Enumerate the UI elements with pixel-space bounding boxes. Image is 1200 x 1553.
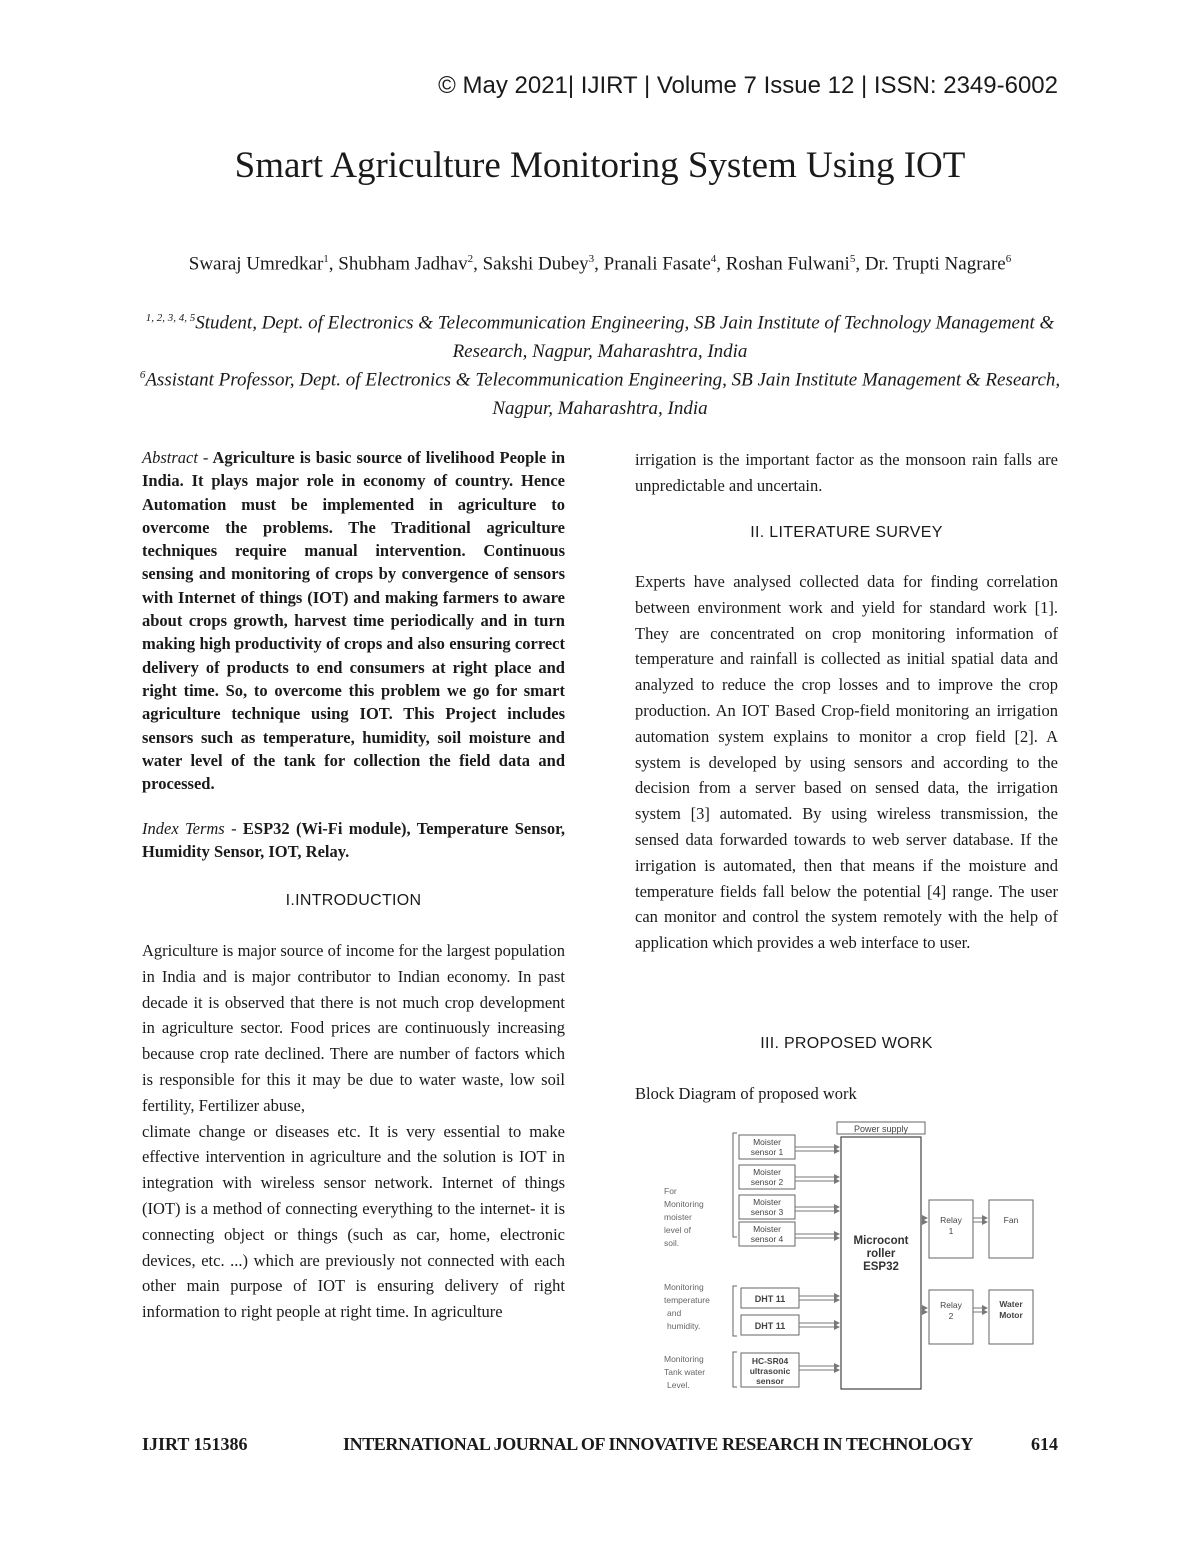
journal-header: © May 2021| IJIRT | Volume 7 Issue 12 | ISSN: 2349-6002 bbox=[438, 72, 1058, 99]
abstract-text: Agriculture is basic source of livelihood People in India. It plays major role in economy of country. Hence Automation must be implemented in agriculture to overcome the problems. The Traditional agriculture techniques require manual intervention. Continuous sensing and monitoring of crops by convergence of sensors with Internet of things (IOT) and making farmers to aware about crops growth, harvest time periodically and in turn making high productivity of crops and also ensuring correct delivery of products to end consumers at right place and right time. So, to overcome this problem we go for smart agriculture technique using IOT. This Project includes sensors such as temperature, humidity, soil moisture and water level of the tank for collection the field data and processed. bbox=[142, 448, 565, 794]
dht-group-bracket bbox=[733, 1286, 737, 1336]
svg-text:Water: Water bbox=[999, 1299, 1023, 1309]
author-list: Swaraj Umredkar$^1$, Shubham Jadhav$^2$, Sakshi Dubey$^3$, Pranali Fasate$^4$, Roshan Fulwani$^5$, Dr. Trupti Nagrare$^6$ bbox=[188, 253, 1012, 275]
svg-text:Moister: Moister bbox=[753, 1137, 781, 1147]
svg-text:ESP32: ESP32 bbox=[863, 1261, 899, 1273]
svg-text:sensor 1: sensor 1 bbox=[750, 1147, 784, 1157]
svg-text:Relay: Relay bbox=[940, 1300, 962, 1310]
svg-text:Microcont: Microcont bbox=[853, 1235, 909, 1247]
dht-sensor-1 bbox=[741, 1288, 799, 1308]
controller-esp32 bbox=[841, 1137, 921, 1389]
abstract-label: Abstract - bbox=[142, 448, 209, 467]
svg-text:HC-SR04: HC-SR04 bbox=[751, 1356, 789, 1366]
section-heading-introduction: I.INTRODUCTION bbox=[285, 892, 422, 909]
dht-sensor-2 bbox=[741, 1315, 799, 1335]
introduction-body bbox=[142, 938, 565, 1325]
section-heading-literature-survey: II. LITERATURE SURVEY bbox=[750, 524, 943, 541]
abstract bbox=[142, 446, 565, 795]
svg-text:Moister: Moister bbox=[753, 1224, 781, 1234]
author: Roshan Fulwani bbox=[725, 253, 850, 275]
moisture-sensor-2 bbox=[739, 1165, 795, 1189]
moisture-group-label bbox=[664, 1186, 704, 1248]
svg-text:Monitoring: Monitoring bbox=[664, 1282, 704, 1292]
footer-page-number: 614 bbox=[1031, 1434, 1058, 1454]
relay-2 bbox=[929, 1290, 973, 1344]
fan-output bbox=[989, 1200, 1033, 1258]
svg-text:roller: roller bbox=[866, 1248, 896, 1260]
svg-text:level of: level of bbox=[664, 1225, 691, 1235]
relay-1 bbox=[929, 1200, 973, 1258]
svg-text:DHT 11: DHT 11 bbox=[754, 1321, 786, 1331]
svg-text:ultrasonic: ultrasonic bbox=[749, 1366, 791, 1376]
introduction-continued: irrigation is the important factor as the monsoon rain falls are unpredictable and uncertain. bbox=[635, 450, 1058, 495]
svg-text:Monitoring: Monitoring bbox=[664, 1199, 704, 1209]
svg-text:Monitoring: Monitoring bbox=[664, 1354, 704, 1364]
author: Shubham Jadhav bbox=[338, 253, 468, 275]
svg-text:2: 2 bbox=[948, 1311, 954, 1321]
footer-paper-id: IJIRT 151386 bbox=[142, 1434, 248, 1454]
svg-text:Moister: Moister bbox=[753, 1167, 781, 1177]
index-terms bbox=[142, 817, 565, 864]
index-terms-text: ESP32 (Wi-Fi module), Temperature Sensor, Humidity Sensor, IOT, Relay. bbox=[142, 819, 565, 862]
block-diagram-caption: Block Diagram of proposed work bbox=[635, 1084, 857, 1103]
relay-output-arrows bbox=[973, 1218, 987, 1312]
svg-text:soil.: soil. bbox=[664, 1238, 680, 1248]
svg-text:Level.: Level. bbox=[667, 1380, 690, 1390]
block-diagram bbox=[655, 1115, 1065, 1415]
svg-text:sensor 2: sensor 2 bbox=[750, 1177, 784, 1187]
svg-text:Tank water: Tank water bbox=[664, 1367, 706, 1377]
moisture-group-bracket bbox=[733, 1133, 737, 1237]
svg-text:Moister: Moister bbox=[753, 1197, 781, 1207]
svg-text:Motor: Motor bbox=[999, 1310, 1023, 1320]
dht-arrows bbox=[799, 1296, 839, 1327]
author: Sakshi Dubey bbox=[482, 253, 589, 275]
svg-text:sensor 3: sensor 3 bbox=[750, 1207, 784, 1217]
affiliation-professor: $^6$Assistant Professor, Dept. of Electronics & Telecommunication Engineering, SB Jain Institute Management & Research, Nagpur, Maharashtra, India bbox=[139, 369, 1061, 420]
section-heading-proposed-work: III. PROPOSED WORK bbox=[760, 1035, 933, 1052]
svg-text:sensor: sensor bbox=[756, 1376, 784, 1386]
ultrasonic-sensor bbox=[741, 1353, 799, 1387]
paragraph: climate change or diseases etc. It is very essential to make effective intervention in agriculture and the solution is IOT in integration with wireless sensor network. Internet of things (IOT) is a method of connecting everything to the internet- it is connecting object or things (such as car, home, electronic devices, etc. ...) which are previously not connected with each other main purpose of IOT is ensuring delivery of right information to right people at right time. In agriculture bbox=[142, 1121, 565, 1322]
svg-text:and: and bbox=[667, 1308, 682, 1318]
svg-text:sensor 4: sensor 4 bbox=[750, 1234, 784, 1244]
svg-text:Relay: Relay bbox=[940, 1215, 962, 1225]
tank-group-label bbox=[664, 1354, 705, 1390]
controller-relay-arrows bbox=[921, 1218, 927, 1312]
dht-group-label bbox=[664, 1282, 710, 1331]
svg-text:moister: moister bbox=[664, 1212, 692, 1222]
affiliation-students: $^{1, 2, 3, 4, 5}$Student, Dept. of Electronics & Telecommunication Engineering, SB Jain Institute of Technology Management & Research, Nagpur, Maharashtra, India bbox=[145, 312, 1055, 363]
moisture-sensor-3 bbox=[739, 1195, 795, 1219]
moisture-arrows bbox=[795, 1147, 839, 1238]
author: Dr. Trupti Nagrare bbox=[864, 253, 1006, 275]
author: Pranali Fasate bbox=[603, 253, 711, 275]
svg-text:DHT 11: DHT 11 bbox=[754, 1294, 786, 1304]
svg-text:humidity.: humidity. bbox=[667, 1321, 701, 1331]
ultrasonic-arrows bbox=[799, 1366, 839, 1370]
svg-text:temperature: temperature bbox=[664, 1295, 710, 1305]
water-motor-output bbox=[989, 1290, 1033, 1344]
author: Swaraj Umredkar bbox=[188, 253, 324, 275]
footer-journal-name: INTERNATIONAL JOURNAL OF INNOVATIVE RESEARCH IN TECHNOLOGY bbox=[343, 1434, 973, 1454]
svg-text:For: For bbox=[664, 1186, 677, 1196]
paper-title: Smart Agriculture Monitoring System Using IOT bbox=[234, 145, 966, 186]
literature-survey-body: Experts have analysed collected data for finding correlation between environment work and yield for standard work [1]. They are concentrated on crop monitoring information of temperature and rainfall is collected as initial spatial data and analyzed to reduce the crop losses and to improve the crop production. An IOT Based Crop-field monitoring an irrigation automation system explains to monitor a crop field [2]. A system is developed by using sensors and according to the decision from a server based on sensed data, the irrigation system [3] automated. By using wireless transmission, the sensed data forwarded towards to web server database. If the irrigation is automated, then that means if the moisture and temperature fields fall below the potential [4] range. The user can monitor and control the system remotely with the help of application which provides a web interface to user. bbox=[635, 572, 1058, 953]
moisture-sensor-1 bbox=[739, 1135, 795, 1159]
paragraph: Agriculture is major source of income for the largest population in India and is major contributor to Indian economy. In past decade it is observed that there is not much crop development in agriculture sector. Food prices are continuously increasing because crop rate declined. There are number of factors which is responsible for this it may be due to water waste, low soil fertility, Fertilizer abuse, bbox=[142, 941, 565, 1115]
moisture-sensor-4 bbox=[739, 1222, 795, 1246]
tank-group-bracket bbox=[733, 1352, 737, 1387]
svg-text:1: 1 bbox=[948, 1226, 954, 1236]
power-supply-label: Power supply bbox=[853, 1124, 909, 1134]
svg-text:Fan: Fan bbox=[1003, 1215, 1019, 1225]
index-terms-label: Index Terms - bbox=[142, 819, 237, 838]
